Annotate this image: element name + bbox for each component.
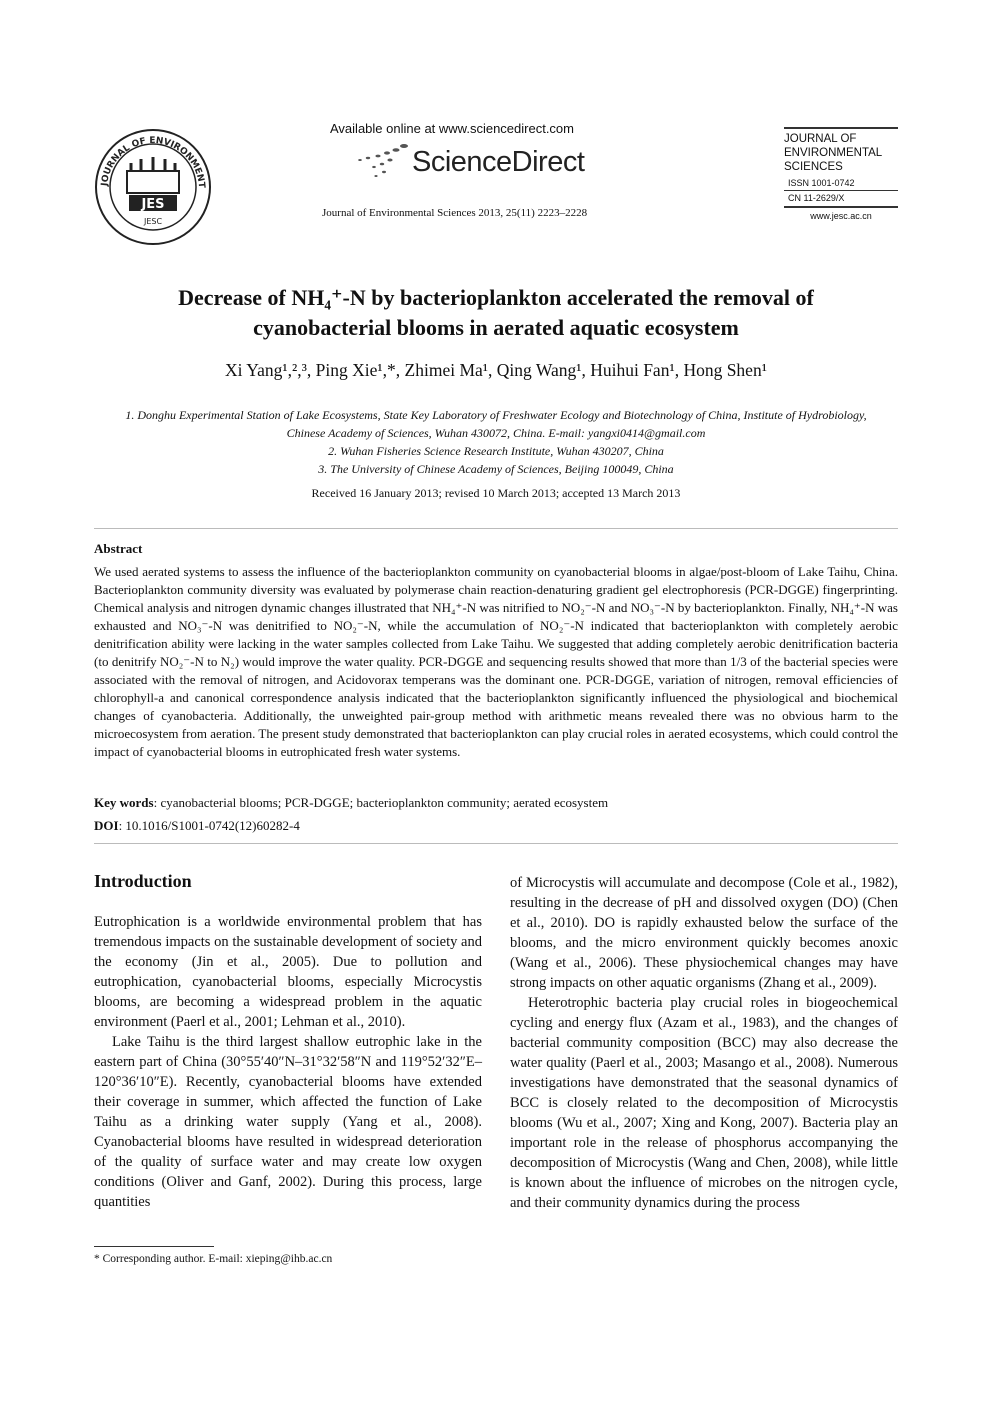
doi xyxy=(94,818,300,834)
received-dates: Received 16 January 2013; revised 10 March 2013; accepted 13 March 2013 xyxy=(311,486,681,500)
journal-box-rule xyxy=(784,190,898,191)
affiliation-3: 3. The University of Chinese Academy of Sciences, Beijing 100049, China xyxy=(318,462,674,476)
sciencedirect-mark-icon xyxy=(354,142,410,182)
journal-name-line3: SCIENCES xyxy=(784,161,843,173)
footnote-rule xyxy=(94,1246,214,1247)
journal-name-line1: JOURNAL OF xyxy=(784,133,857,145)
paragraph: Lake Taihu is the third largest shallow eutrophic lake in the eastern part of China (30°55′40″N–31°32′58″N and 119°52′32″E–120°36′10″E). Recently, cyanobacterial blooms have extended their coverage in summer, which affected the function of Lake Taihu as a drinking water supply (Yang et al., 2008). Cyanobacterial blooms have resulted in widespread deterioration of the quality of surface water and may create low oxygen conditions (Oliver and Ganf, 2002). During this process, large quantities xyxy=(94,1034,482,1210)
keywords xyxy=(94,795,608,811)
journal-box xyxy=(784,127,898,221)
journal-logo xyxy=(93,127,213,247)
logo-ring-text: JOURNAL OF ENVIRONMENT xyxy=(100,135,207,188)
available-online: Available online at www.sciencedirect.com xyxy=(330,121,574,136)
corresponding-author-footnote: * Corresponding author. E-mail: xieping@ihb.ac.cn xyxy=(94,1253,333,1265)
abstract-heading: Abstract xyxy=(94,541,143,556)
keywords-text: : cyanobacterial blooms; PCR-DGGE; bacterioplankton community; aerated ecosystem xyxy=(153,795,609,810)
journal-name-line2: ENVIRONMENTAL xyxy=(784,147,883,159)
journal-cn: CN 11-2629/X xyxy=(788,193,845,203)
article-title-line2: cyanobacterial blooms in aerated aquatic ecosystem xyxy=(253,315,739,340)
divider-bottom xyxy=(94,843,898,844)
svg-text:JOURNAL OF ENVIRONMENTAL SCIEN xyxy=(93,127,206,189)
introduction-heading: Introduction xyxy=(94,871,192,891)
logo-badge: JES xyxy=(141,197,165,212)
logo-bottom-text: JESC xyxy=(143,217,163,226)
journal-citation: Journal of Environmental Sciences 2013, 25(11) 2223–2228 xyxy=(322,207,588,219)
journal-box-top-rule xyxy=(784,127,898,129)
affiliation-2: 2. Wuhan Fisheries Science Research Institute, Wuhan 430207, China xyxy=(328,444,664,458)
article-title xyxy=(90,283,902,343)
column-right xyxy=(510,873,898,1213)
paragraph: of Microcystis will accumulate and decompose (Cole et al., 1982), resulting in the decrease of pH and dissolved oxygen (DO) (Chen et al., 2010). DO is rapidly exhausted below the surface of the blooms, and the micro environment quickly becomes anoxic (Wang et al., 2006). These physiochemical changes may have strong impacts on other aquatic organisms (Zhang et al., 2009). xyxy=(510,875,898,991)
journal-url: www.jesc.ac.cn xyxy=(810,211,872,221)
divider-top xyxy=(94,528,898,529)
affiliation-1: 1. Donghu Experimental Station of Lake Ecosystems, State Key Laboratory of Freshwater Ecology and Biotechnology of China, Institute of Hydrobiology, Chinese Academy of Sciences, Wuhan 430072, China. E-mail: yangxi0414@gmail.com xyxy=(125,408,867,440)
column-left xyxy=(94,912,482,1212)
article-title-line1: Decrease of NH₄⁺-N by bacterioplankton accelerated the removal of xyxy=(178,285,814,310)
paragraph: Heterotrophic bacteria play crucial roles in biogeochemical cycling and energy flux (Azam et al., 1983), and the changes of bacterial community composition (BCC) may also decrease the water quality (Paerl et al., 2003; Masango et al., 2008). Numerous investigations have demonstrated that the seasonal dynamics of BCC is closely related to the decomposition of Microcystis blooms (Wu et al., 2007; Xing and Kong, 2007). Bacteria play an important role in the release of phosphorus accompanying the decomposition of Microcystis (Wang and Chen, 2008), while little is known about the influence of microbes on the nitrogen cycle, and their community dynamics during the process xyxy=(510,995,898,1211)
affiliations xyxy=(110,406,882,478)
abstract-text: We used aerated systems to assess the influence of the bacterioplankton community on cyanobacterial blooms in algae/post-bloom of Lake Taihu, China. Bacterioplankton community diversity was evaluated by polymerase chain reaction-denaturing gradient gel electrophoresis (PCR-DGGE) fingerprinting. Chemical analysis and nitrogen dynamic changes illustrated that NH₄⁺-N was nitrified to NO₂⁻-N and NO₃⁻-N by bacterioplankton. Finally, NH₄⁺-N was exhausted and NO₃⁻-N was denitrified to NO₂⁻-N, while the accumulation of NO₂⁻-N indicated that bacterioplankton with completely aerobic denitrification ability were lacking in the water samples collected from Lake Taihu. We suggested that adding completely aerobic denitrification bacteria (to denitrify NO₂⁻-N to N₂) would improve the water quality. PCR-DGGE and sequencing results showed that more than 1/3 of the bacterial species were associated with the removal of nitrogen, and Acidovorax temperans was the dominant one. PCR-DGGE, variation of nitrogen, removal efficiencies of chlorophyll-a and canonical correspondence analysis indicated that the bacterioplankton significantly influenced the physiological and biochemical changes of cyanobacteria. Additionally, the unweighted pair-group method with arithmetic means revealed there was no obvious harm to the microecosystem from aeration. The present study demonstrated that bacterioplankton can play crucial roles in aerated ecosystems, which could control the impact of cyanobacterial blooms in eutrophicated fresh water systems. xyxy=(94,564,898,759)
author-list: Xi Yang¹,²,³, Ping Xie¹,*, Zhimei Ma¹, Qing Wang¹, Huihui Fan¹, Hong Shen¹ xyxy=(225,360,767,380)
doi-label: DOI xyxy=(94,818,119,833)
journal-issn: ISSN 1001-0742 xyxy=(788,178,855,188)
sciencedirect-wordmark: ScienceDirect xyxy=(412,146,585,178)
paragraph: Eutrophication is a worldwide environmental problem that has tremendous impacts on the sustainable development of society and the economy (Jin et al., 2005). Due to pollution and eutrophication, cyanobacterial blooms, especially Microcystis blooms, are becoming a widespread problem in the aquatic environment (Paerl et al., 2001; Lehman et al., 2010). xyxy=(94,914,482,1030)
doi-value: : 10.1016/S1001-0742(12)60282-4 xyxy=(118,818,300,833)
keywords-label: Key words xyxy=(94,795,154,810)
journal-box-bottom-rule xyxy=(784,206,898,208)
